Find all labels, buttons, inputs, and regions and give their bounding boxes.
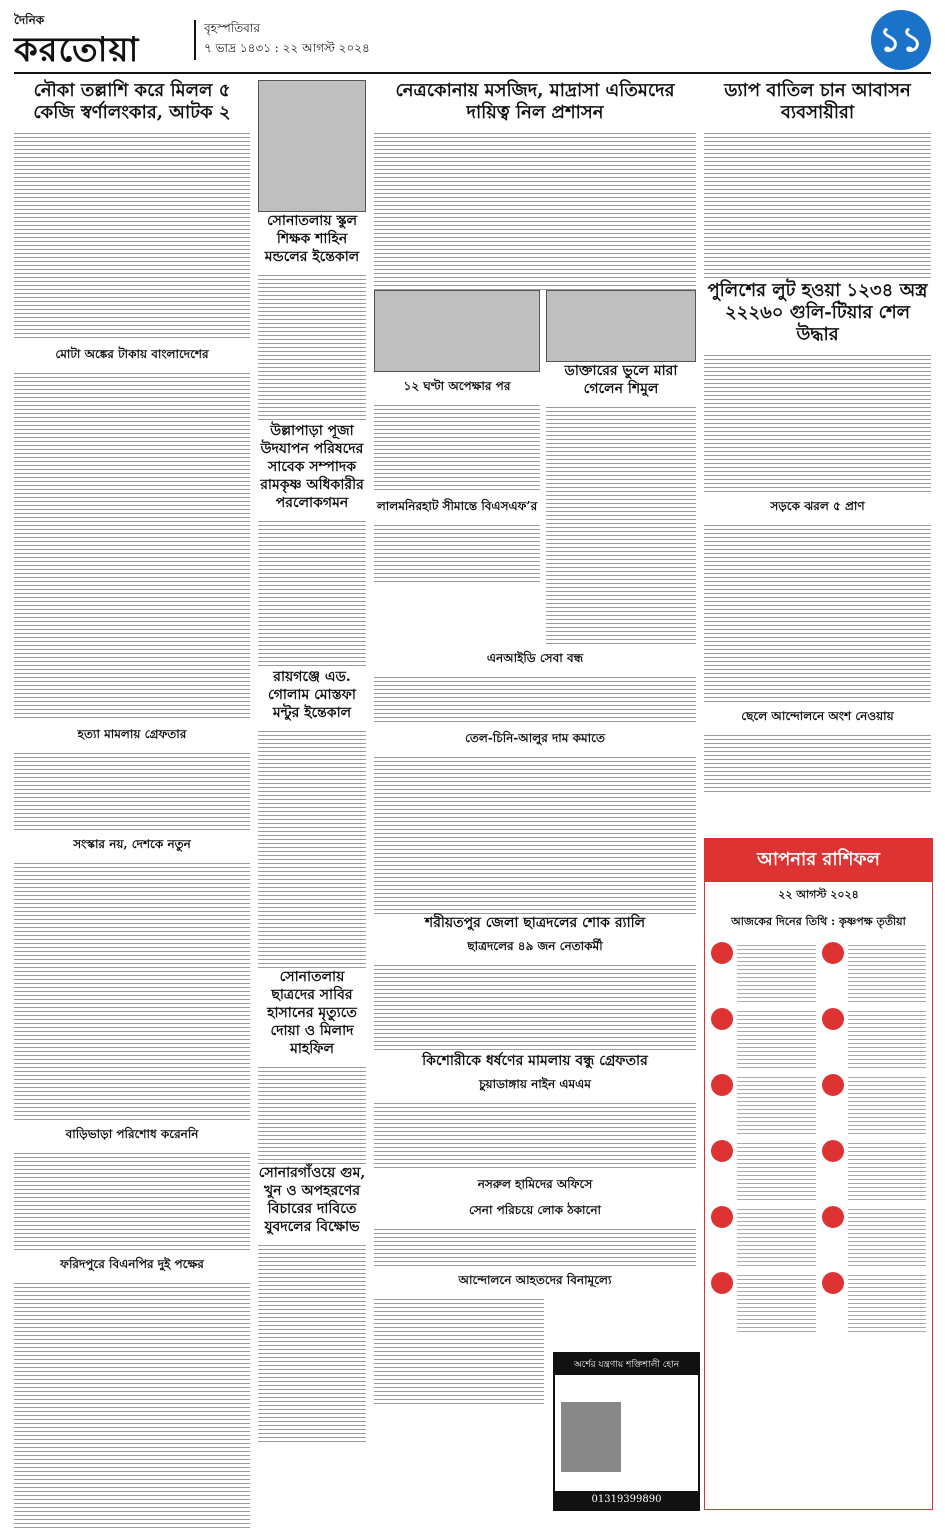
- article-body: [14, 130, 250, 340]
- subheading: চুয়াডাঙ্গায় নাইন এমএম: [479, 1077, 591, 1091]
- zodiac-item: [822, 1272, 927, 1332]
- subheading: তেল-চিনি-আলুর দাম কমাতে: [465, 731, 605, 745]
- column-2: [258, 80, 366, 1442]
- zodiac-icon: [711, 1008, 733, 1030]
- date-box: [194, 20, 404, 60]
- subheading: আন্দোলনে আহতদের বিনামূল্যে: [458, 1273, 612, 1287]
- headline: ডাক্তারের ভুলে মারা গেলেন শিমুল: [564, 363, 678, 397]
- headline-main-1: নৌকা তল্লাশি করে মিলল ৫ কেজি স্বর্ণালংকার, আটক ২: [33, 80, 231, 123]
- article-body: [374, 130, 696, 290]
- date-label: ৭ ভাদ্র ১৪৩১ : ২২ আগস্ট ২০২৪: [204, 41, 370, 55]
- article-body: [14, 1280, 250, 1530]
- portrait-photo: [546, 290, 696, 362]
- headline: উল্লাপাড়া পূজা উদযাপন পরিষদের সাবেক সম্পাদক রামকৃষ্ণ অধিকারীর পরলোকগমন: [260, 423, 364, 511]
- page-number: ১১: [871, 10, 931, 70]
- headline: ড্যাপ বাতিল চান আবাসন ব্যবসায়ীরা: [724, 80, 911, 123]
- article-body: [374, 754, 696, 914]
- subheading: সড়কে ঝরল ৫ প্রাণ: [770, 499, 865, 513]
- subheading: মোটা অঙ্কের টাকায় বাংলাদেশের: [55, 347, 209, 361]
- subheading: ১২ ঘণ্টা অপেক্ষার পর: [403, 379, 511, 393]
- article-body: [14, 1150, 250, 1250]
- subheading: নসরুল হামিদের অফিসে: [477, 1177, 593, 1191]
- subheading: হত্যা মামলায় গ্রেফতার: [77, 727, 187, 741]
- article-body: [374, 1100, 696, 1170]
- advertisement: [553, 1352, 700, 1511]
- article-body: [258, 518, 366, 668]
- article-body: [546, 404, 696, 644]
- article-body: [14, 370, 250, 720]
- article-body: [258, 1242, 366, 1442]
- article-body: [374, 402, 540, 492]
- zodiac-icon: [822, 1206, 844, 1228]
- zodiac-icon: [822, 1272, 844, 1294]
- article-body: [704, 522, 931, 702]
- headline: সোনারগাঁওয়ে গুম, খুন ও অপহরণের বিচারের দাবিতে যুবদলের বিক্ষোভ: [258, 1165, 366, 1235]
- zodiac-icon: [822, 1074, 844, 1096]
- ad-image: [561, 1402, 621, 1472]
- article-body: [14, 750, 250, 830]
- zodiac-icon: [822, 1140, 844, 1162]
- subheading: ফরিদপুরে বিএনপির দুই পক্ষের: [60, 1257, 204, 1271]
- article-body: [374, 522, 540, 582]
- subheading: এনআইডি সেবা বন্ধ: [486, 651, 584, 665]
- article-photo: [374, 290, 540, 372]
- subheading: ছেলে আন্দোলনে অংশ নেওয়ায়: [741, 709, 894, 723]
- obituary-photo: [258, 80, 366, 212]
- subheading: লালমনিরহাট সীমান্তে বিএসএফ’র: [376, 499, 538, 513]
- logo-title: করতোয়া: [14, 30, 140, 70]
- headline: শরীয়তপুর জেলা ছাত্রদলের শোক র‍্যালি: [424, 915, 646, 931]
- horoscope-tithi: আজকের দিনের তিথি : কৃষ্ণপক্ষ তৃতীয়া: [731, 915, 906, 928]
- headline: কিশোরীকে ধর্ষণের মামলায় বন্ধু গ্রেফতার: [422, 1053, 648, 1069]
- zodiac-item: [711, 1206, 816, 1266]
- subheading: সেনা পরিচয়ে লোক ঠকানো: [469, 1203, 601, 1217]
- zodiac-icon: [822, 942, 844, 964]
- zodiac-item: [711, 942, 816, 1002]
- column-4: [704, 80, 931, 792]
- article-body: [374, 1226, 696, 1266]
- article-body: [704, 732, 931, 792]
- article-body: [258, 1064, 366, 1164]
- headline: সোনাতলায় ছাত্রদের সাবির হাসানের মৃত্যুতে দোয়া ও মিলাদ মাহফিল: [267, 969, 357, 1057]
- headline-main-3: নেত্রকোনায় মসজিদ, মাদ্রাসা এতিমদের দায়িত্ব নিল প্রশাসন: [395, 80, 675, 123]
- zodiac-item: [822, 1206, 927, 1266]
- zodiac-item: [711, 1008, 816, 1068]
- zodiac-icon: [711, 1074, 733, 1096]
- article-body: [704, 130, 931, 280]
- headline: সোনাতলায় স্কুল শিক্ষক শাহিন মন্ডলের ইন্তেকাল: [264, 213, 360, 265]
- zodiac-item: [711, 1272, 816, 1332]
- ad-phone: 01319399890: [555, 1491, 698, 1509]
- zodiac-item: [822, 1140, 927, 1200]
- subheading: সংস্কার নয়, দেশকে নতুন: [73, 837, 191, 851]
- subheading: বাড়িভাড়া পরিশোধ করেননি: [65, 1127, 199, 1141]
- zodiac-item: [822, 1008, 927, 1068]
- zodiac-icon: [711, 1140, 733, 1162]
- article-body: [258, 728, 366, 968]
- zodiac-icon: [822, 1008, 844, 1030]
- column-1: [14, 80, 250, 1530]
- logo-small: দৈনিক: [14, 13, 45, 27]
- article-body: [374, 962, 696, 1052]
- article-body: [258, 272, 366, 422]
- subheading: ছাত্রদলের ৪৯ জন নেতাকর্মী: [467, 939, 603, 953]
- horoscope-box: [704, 838, 933, 1510]
- article-body: [374, 1296, 544, 1406]
- horoscope-date: ২২ আগস্ট ২০২৪: [778, 888, 859, 901]
- zodiac-item: [711, 1074, 816, 1134]
- zodiac-icon: [711, 1206, 733, 1228]
- headline: পুলিশের লুট হওয়া ১২৩৪ অস্ত্র ২২২৬০ গুলি-টিয়ার শেল উদ্ধার: [707, 280, 928, 345]
- zodiac-item: [711, 1140, 816, 1200]
- horoscope-title: আপনার রাশিফল: [705, 839, 932, 882]
- column-3: [374, 80, 696, 1406]
- zodiac-icon: [711, 1272, 733, 1294]
- zodiac-icon: [711, 942, 733, 964]
- article-body: [14, 860, 250, 1120]
- day-label: বৃহস্পতিবার: [204, 21, 260, 35]
- newspaper-logo: [14, 12, 184, 70]
- article-body: [704, 352, 931, 492]
- article-body: [374, 674, 696, 724]
- masthead: [14, 8, 931, 74]
- zodiac-item: [822, 1074, 927, 1134]
- zodiac-item: [822, 942, 927, 1002]
- headline: রায়গঞ্জে এড. গোলাম মোস্তফা মন্টুর ইন্তেকাল: [268, 669, 356, 721]
- ad-tagline: অর্শের যন্ত্রণায় শক্তিশালী হোন: [555, 1354, 698, 1375]
- zodiac-grid: [705, 936, 932, 1338]
